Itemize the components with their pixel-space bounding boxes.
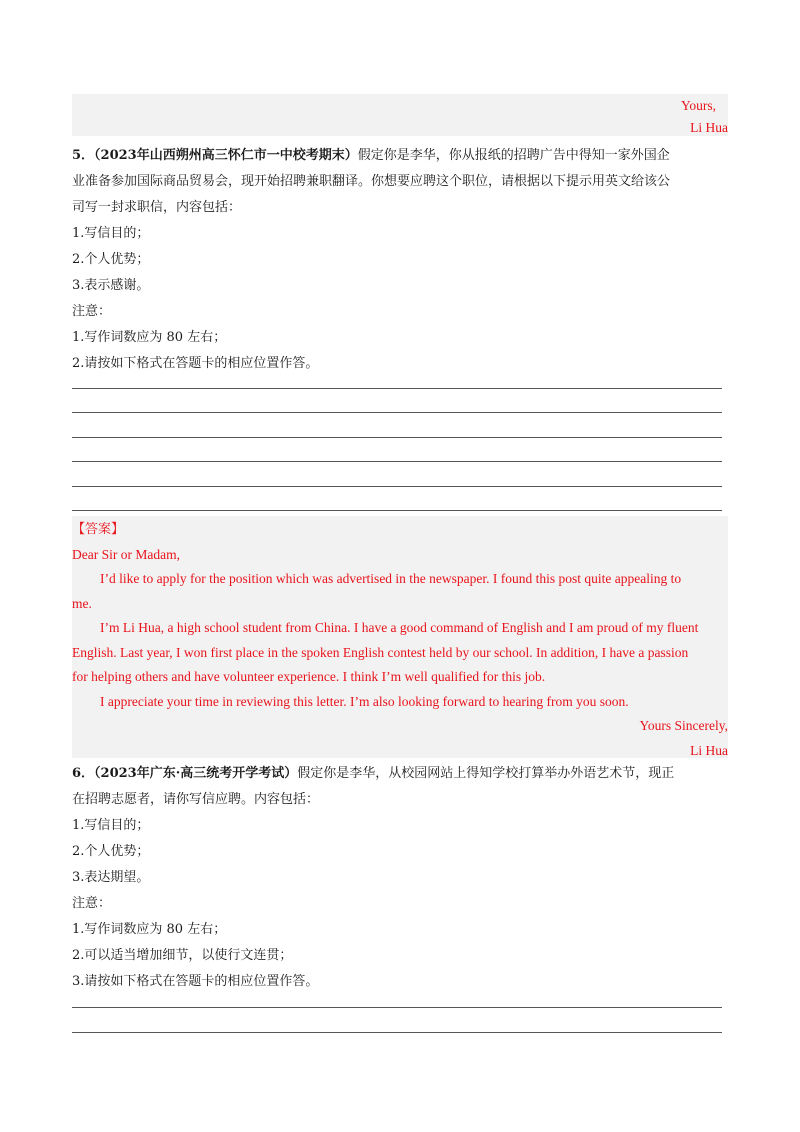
- question-6-prompt: [72, 761, 728, 787]
- answer-p2-line1: I’m Li Hua, a high school student from China. I have a good command of English and I am proud of my fluent: [100, 620, 699, 635]
- question-6: [72, 761, 728, 995]
- answer-line: [72, 486, 722, 487]
- closing-yours: Yours,: [680, 98, 716, 113]
- previous-answer-closing: [72, 94, 728, 136]
- answer-paragraph-2: [72, 616, 728, 641]
- answer-line: [72, 437, 722, 438]
- answer-p2-line2: English. Last year, I won first place in the spoken English contest held by our school. In addition, I have a passion: [72, 644, 689, 660]
- question-6-item: 1.写信目的；: [72, 818, 150, 833]
- answer-p1-line1: I’d like to apply for the position which was advertised in the newspaper. I found this post quite appealing to: [100, 571, 682, 586]
- answer-paragraph-3: [72, 690, 728, 715]
- question-6-prompt-line1: 假定你是李华，从校园网站上得知学校打算举办外语艺术节，现正: [297, 766, 675, 781]
- answer-p2-line3: for helping others and have volunteer experience. I think I’m well qualified for this job.: [72, 669, 546, 684]
- question-5-note-title: 注意：: [72, 304, 112, 319]
- question-6-item: 2.个人优势；: [72, 844, 150, 859]
- answer-p3-line1: I appreciate your time in reviewing this letter. I’m also looking forward to hearing from you soon.: [100, 693, 629, 709]
- question-5-prompt-line1: 假定你是李华，你从报纸的招聘广告中得知一家外国企: [357, 148, 670, 163]
- answer-line: [72, 510, 722, 511]
- answer-name: Li Hua: [690, 742, 728, 758]
- question-5-note: 1.写作词数应为 80 左右；: [72, 330, 227, 345]
- question-6-note: 1.写作词数应为 80 左右；: [72, 922, 227, 937]
- answer-tag: 【答案】: [72, 522, 125, 537]
- answer-line: [72, 1032, 722, 1033]
- question-6-note-title: 注意：: [72, 896, 112, 911]
- question-5-prompt-line2: 业准备参加国际商品贸易会，现开始招聘兼职翻译。你想要应聘这个职位，请根据以下提示用英文给该公: [72, 174, 671, 189]
- answer-p1-line2: me.: [72, 595, 92, 611]
- answer-line: [72, 388, 722, 389]
- answer-salutation: Dear Sir or Madam,: [72, 546, 180, 562]
- answer-5: [72, 516, 728, 758]
- question-5-prompt-line3: 司写一封求职信，内容包括：: [72, 200, 242, 215]
- closing-name: Li Hua: [690, 120, 728, 135]
- question-5: [72, 143, 728, 377]
- question-5-item: 2.个人优势；: [72, 252, 150, 267]
- answer-closing: Yours Sincerely,: [639, 718, 728, 733]
- answer-line: [72, 461, 722, 462]
- question-6-source: （2023年广东·高三统考开学考试）: [94, 766, 298, 781]
- question-6-prompt-line2: 在招聘志愿者，请你写信应聘。内容包括：: [72, 792, 320, 807]
- question-5-item: 1.写信目的；: [72, 226, 150, 241]
- question-5-prompt: [72, 143, 728, 169]
- question-6-note: 2.可以适当增加细节，以使行文连贯；: [72, 948, 293, 963]
- question-5-source: （2023年山西朔州高三怀仁市一中校考期末）: [94, 148, 358, 163]
- question-5-number: 5．: [72, 148, 95, 163]
- question-6-item: 3.表达期望。: [72, 870, 150, 885]
- answer-line: [72, 1007, 722, 1008]
- question-5-item: 3.表示感谢。: [72, 278, 150, 293]
- question-6-number: 6．: [72, 766, 95, 781]
- question-5-note: 2.请按如下格式在答题卡的相应位置作答。: [72, 356, 319, 371]
- question-6-note: 3.请按如下格式在答题卡的相应位置作答。: [72, 974, 319, 989]
- answer-paragraph-1: [72, 567, 728, 592]
- answer-line: [72, 412, 722, 413]
